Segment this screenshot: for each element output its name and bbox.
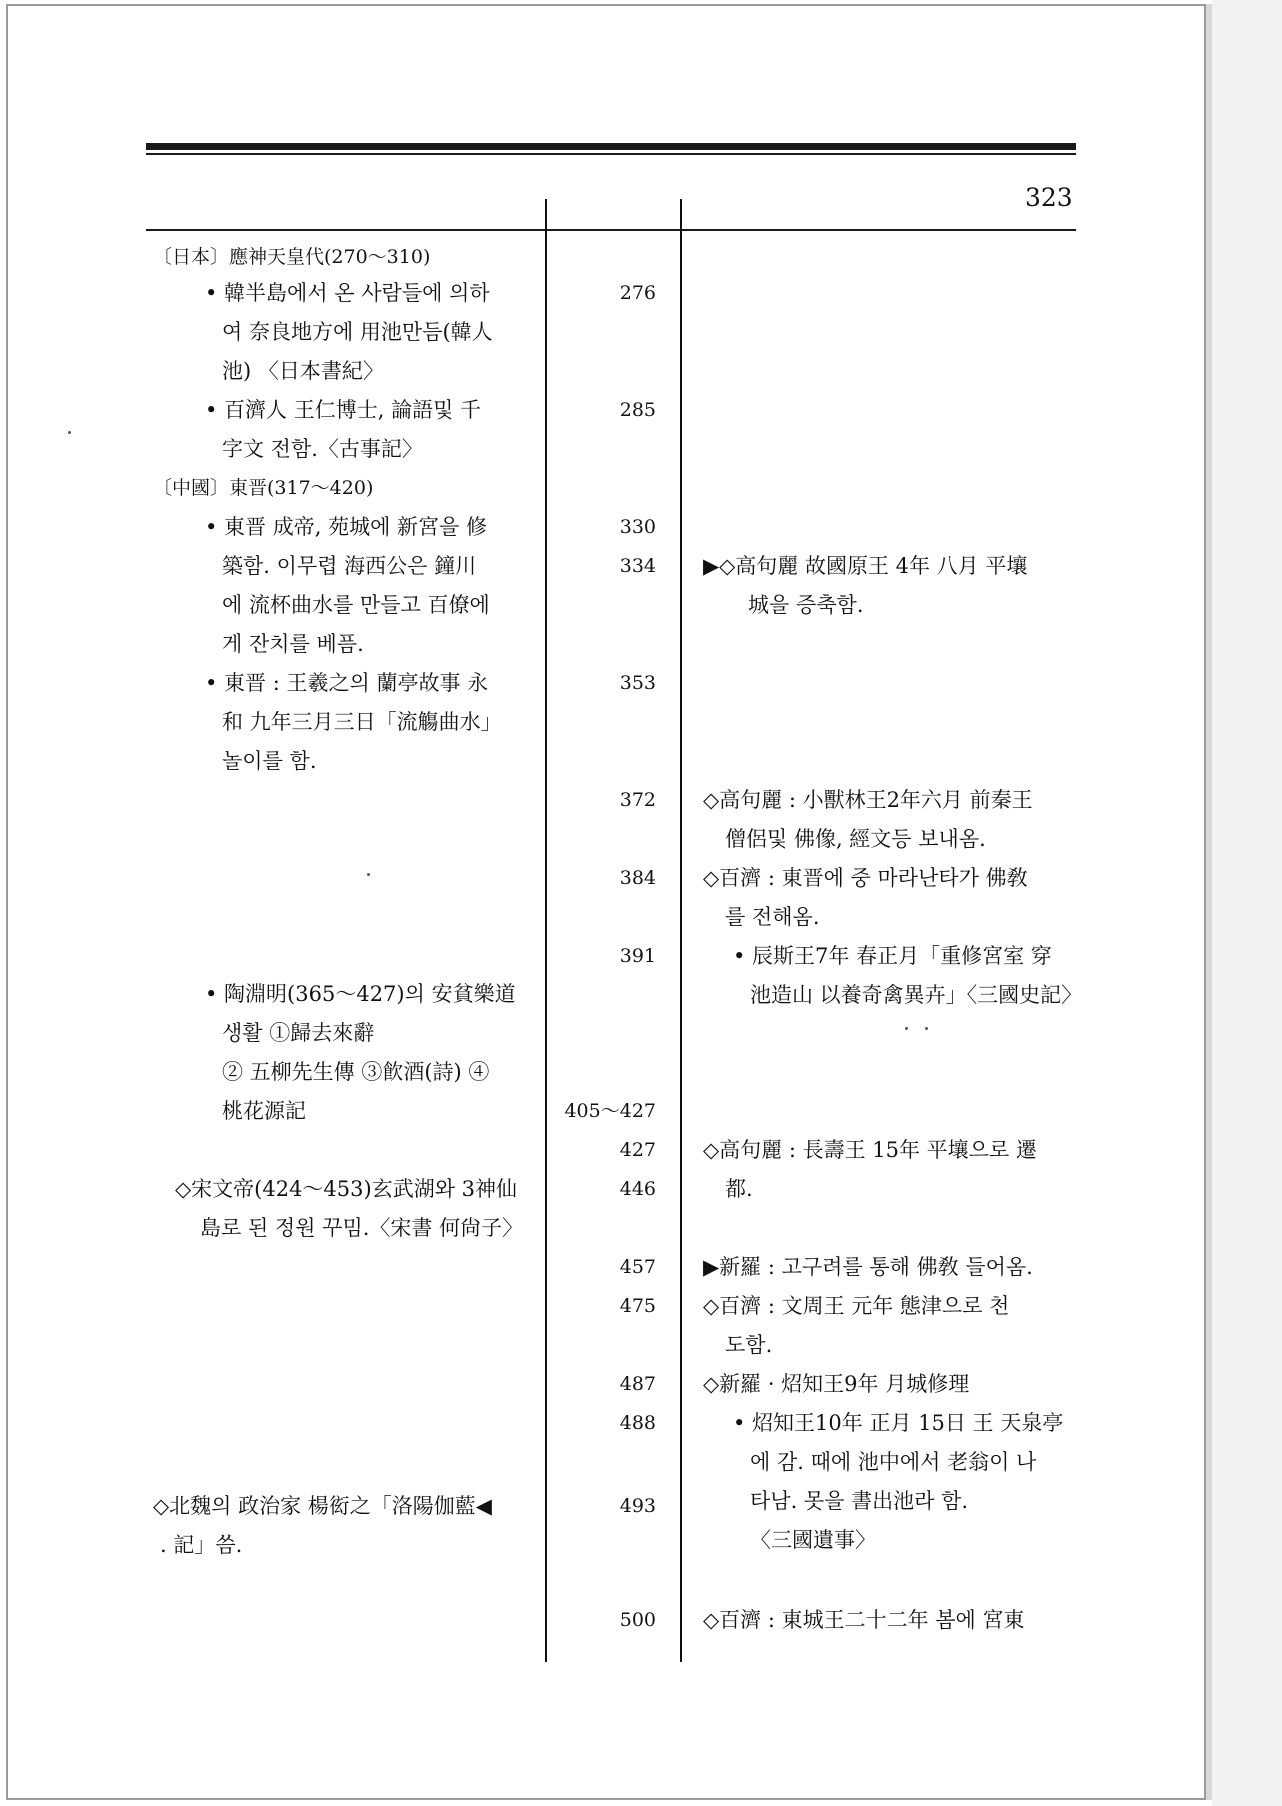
scan-background: [1212, 0, 1282, 1806]
china-item-2-line: • 東晋 : 王羲之의 蘭亭故事 永: [205, 671, 489, 695]
china-item-1-line: 築함. 이무렵 海西公은 鐘川: [222, 554, 477, 578]
entry-488-line: • 炤知王10年 正月 15日 王 天泉亭: [733, 1411, 1064, 1435]
tao-item-line: 생활 ①歸去來辭: [222, 1021, 375, 1045]
entry-384-line: ◇百濟 : 東晋에 중 마라난타가 佛敎: [703, 866, 1028, 890]
entry-391-line: 池造山 以養奇禽異卉」〈三國史記〉: [750, 983, 1083, 1007]
entry-391-line: • 辰斯王7年 春正月「重修宮室 穿: [733, 944, 1052, 968]
tao-item-line: • 陶淵明(365～427)의 安貧樂道: [205, 982, 516, 1006]
china-item-1-line: • 東晋 成帝, 苑城에 新宮을 修: [205, 515, 488, 539]
entry-334-line: 城을 증축함.: [748, 593, 864, 617]
entry-372-line: 僧侶및 佛像, 經文등 보내옴.: [725, 827, 986, 851]
song-item-line: ◇宋文帝(424～453)玄武湖와 3神仙: [175, 1177, 518, 1201]
scan-speck: [68, 431, 71, 434]
entry-475-line: ◇百濟 : 文周王 元年 態津으로 천: [703, 1294, 1010, 1318]
china-header: 〔中國〕東晋(317～420): [153, 477, 374, 499]
year-label: 488: [619, 1412, 656, 1434]
entry-475-line: 도함.: [725, 1333, 773, 1357]
year-label: 276: [619, 282, 656, 304]
entry-487-line: ◇新羅 · 炤知王9年 月城修理: [703, 1372, 970, 1396]
year-label: 457: [619, 1256, 656, 1278]
year-label: 353: [619, 672, 656, 694]
year-label: 427: [619, 1139, 656, 1161]
entry-384-line: 를 전해옴.: [725, 905, 820, 929]
scan-speck: [905, 1027, 908, 1030]
china-item-1-line: 에 流杯曲水를 만들고 百僚에: [222, 593, 490, 617]
year-label: 391: [619, 945, 656, 967]
japan-header: 〔日本〕應神天皇代(270～310): [153, 246, 431, 268]
china-item-2-line: 和 九年三月三日「流觴曲水」: [222, 710, 502, 734]
japan-item-1-line: 여 奈良地方에 用池만듬(韓人: [222, 320, 493, 344]
page-edge-shadow: [1206, 4, 1212, 1800]
scan-speck: [367, 873, 370, 876]
entry-372-line: ◇高句麗 : 小獸林王2年六月 前秦王: [703, 788, 1033, 812]
year-label: 446: [619, 1178, 656, 1200]
tao-item-line: 桃花源記: [222, 1099, 306, 1123]
page-number: 323: [1025, 183, 1073, 212]
song-item-line: 島로 된 정원 꾸밈.〈宋書 何尙子〉: [200, 1216, 524, 1240]
entry-500-line: ◇百濟 : 東城王二十二年 봄에 宮東: [703, 1608, 1025, 1632]
column-divider-left: [545, 199, 547, 1662]
year-label: 475: [619, 1295, 656, 1317]
year-label: 334: [619, 555, 656, 577]
year-label: 493: [619, 1495, 656, 1517]
header-rule-thick: [146, 143, 1076, 150]
tao-item-line: ② 五柳先生傳 ③飮酒(詩) ④: [222, 1060, 490, 1084]
entry-334-line: ▶◇高句麗 故國原王 4年 八月 平壤: [703, 554, 1028, 578]
header-rule-thin: [146, 153, 1076, 155]
entry-488-line: 타남. 못을 書出池라 함.: [750, 1489, 969, 1513]
year-label: 285: [619, 399, 656, 421]
column-header-rule: [146, 229, 1076, 231]
year-label: 500: [619, 1609, 656, 1631]
entry-427-line: ◇高句麗 : 長壽王 15年 平壤으로 遷: [703, 1138, 1037, 1162]
entry-457-line: ▶新羅 : 고구려를 통해 佛敎 들어옴.: [703, 1255, 1033, 1279]
year-label: 405～427: [564, 1100, 656, 1122]
entry-488-line: 〈三國遺事〉: [750, 1528, 876, 1552]
japan-item-1-line: • 韓半島에서 온 사람들에 의하: [205, 281, 490, 305]
wei-item-line: . 記」씀.: [160, 1533, 243, 1557]
column-divider-right: [680, 199, 682, 1662]
wei-item-line: ◇北魏의 政治家 楊衒之「洛陽伽藍◀: [153, 1494, 492, 1518]
year-label: 487: [619, 1373, 656, 1395]
year-label: 384: [619, 867, 656, 889]
japan-item-2-line: 字文 전함.〈古事記〉: [222, 437, 423, 461]
china-item-2-line: 놀이를 함.: [222, 749, 317, 773]
entry-427-line: 都.: [725, 1177, 753, 1201]
year-label: 330: [619, 516, 656, 538]
entry-488-line: 에 감. 때에 池中에서 老翁이 나: [750, 1450, 1037, 1474]
japan-item-2-line: • 百濟人 王仁博士, 論語및 千: [205, 398, 482, 422]
japan-item-1-line: 池) 〈日本書紀〉: [222, 359, 384, 383]
china-item-1-line: 게 잔치를 베픔.: [222, 632, 364, 656]
scan-speck: [925, 1027, 928, 1030]
year-label: 372: [619, 789, 656, 811]
